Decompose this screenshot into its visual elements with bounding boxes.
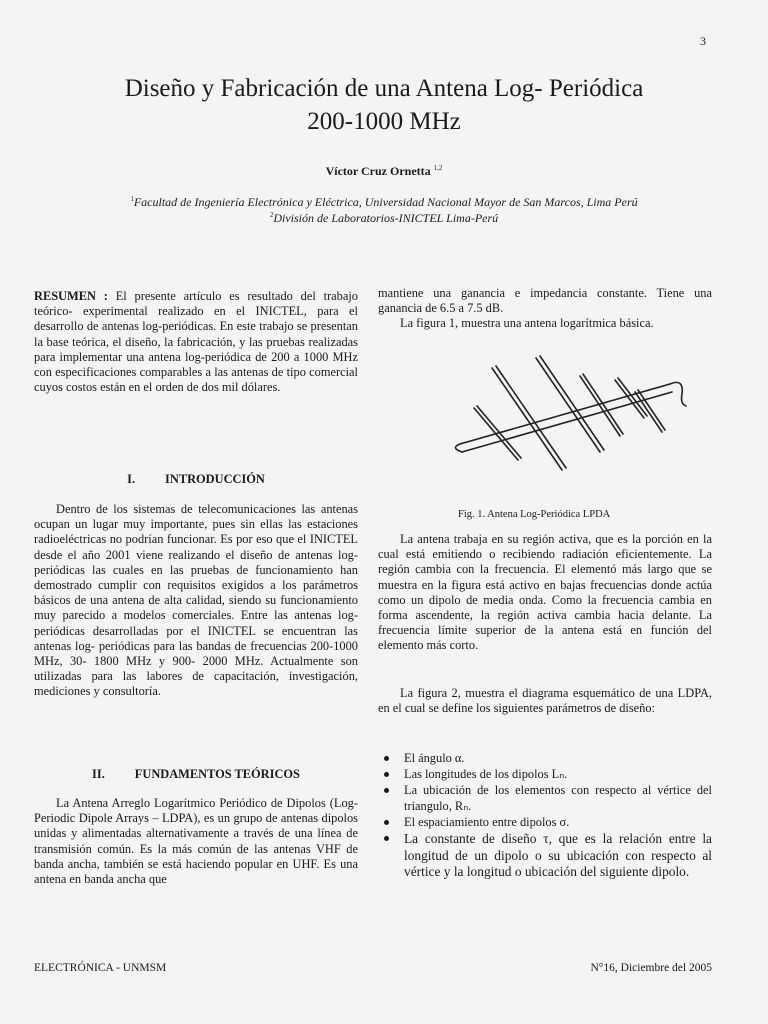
section-2-title: FUNDAMENTOS TEÓRICOS <box>134 767 300 781</box>
page-title <box>0 72 768 138</box>
title-line-1: Diseño y Fabricación de una Antena Log- Periódica <box>124 75 644 102</box>
list-item <box>378 767 712 782</box>
list-item-text: Las longitudes de los dipolos Lₙ. <box>404 767 568 782</box>
title-line-2: 200-1000 MHz <box>307 108 461 135</box>
section-1-title: INTRODUCCIÓN <box>165 472 265 486</box>
abstract-label: RESUMEN : <box>34 289 108 303</box>
page-number: 3 <box>700 34 706 48</box>
right-paragraph-4: La figura 2, muestra el diagrama esquemático de una LDPA, en el cual se define los siguientes parámetros de diseño: <box>378 686 712 716</box>
figure-lpda-antenna <box>440 348 700 478</box>
right-intro <box>378 286 712 332</box>
section-1-number: I. <box>127 472 136 486</box>
affiliation-1-text: Facultad de Ingeniería Electrónica y Eléctrica, Universidad Nacional Mayor de San Marcos, Lima Perú <box>133 195 638 209</box>
author-name: Víctor Cruz Ornetta <box>325 164 431 178</box>
list-item-text: El espaciamiento entre dipolos σ. <box>404 814 570 829</box>
affiliation-1 <box>0 195 768 210</box>
section-heading-introduccion <box>34 472 358 487</box>
footer-issue: N°16, Diciembre del 2005 <box>590 962 712 974</box>
right-body <box>378 532 712 654</box>
section-2-number: II. <box>92 767 105 781</box>
list-item <box>378 831 712 881</box>
footer-journal: ELECTRÓNICA - UNMSM <box>34 962 167 974</box>
right-paragraph-2: La figura 1, muestra una antena logarítmica básica. <box>400 316 654 331</box>
fundamentos-paragraph <box>34 796 358 887</box>
intro-text: Dentro de los sistemas de telecomunicaciones las antenas ocupan un lugar muy importante, pues sin ellas las estaciones radioeléctricas no podrían funcionar. Es por eso que el INICTEL desde el año 2001 viene realizando el diseño de antenas log-periódicas las cuales en las pruebas de funcionamiento han demostrado cumplir con requisitos exigidos a los parámetros básicos de una antena de alta calidad, siendo su funcionamiento muy parecido a modelos comerciales. Entre las antenas log-periódicas desarrolladas por el INICTEL se encuentran las antenas log- periódicas para las bandas de frecuencias 200-1000 MHz, 30- 1800 MHz y 900- 2000 MHz. Actualmente son utilizadas para las labores de capacitación, investigación, mediciones y consultoría. <box>34 502 358 699</box>
author-affiliation-marks: 1,2 <box>433 164 443 172</box>
design-parameters-list <box>378 751 712 882</box>
section-heading-fundamentos <box>34 767 358 782</box>
list-item-text: La constante de diseño τ, que es la relación entre la longitud de un dipolo o su ubicación con respecto al vértice y la longitud o ubicación del siguiente dipolo. <box>404 831 712 880</box>
figure-1-caption: Fig. 1. Antena Log-Periódica LPDA <box>458 509 611 520</box>
list-item <box>378 751 712 766</box>
affiliation-2-text: División de Laboratorios-INICTEL Lima-Perú <box>273 211 499 225</box>
intro-paragraph <box>34 502 358 700</box>
affiliation-2 <box>0 211 768 226</box>
right-paragraph-1: mantiene una ganancia e impedancia constante. Tiene una ganancia de 6.5 a 7.5 dB. <box>378 286 712 316</box>
list-item <box>378 783 712 813</box>
right-body-2 <box>378 686 712 716</box>
list-item-text: La ubicación de los elementos con respecto al vértice del triangulo, Rₙ. <box>404 783 712 813</box>
list-item <box>378 815 712 830</box>
list-item-text: El ángulo α. <box>404 751 465 765</box>
abstract <box>34 289 358 395</box>
abstract-text: El presente artículo es resultado del trabajo teórico- experimental realizado en el INICTEL, para el desarrollo de antenas log-periódicas. En este trabajo se presentan la base teórica, el diseño, la fabricación, y las pruebas realizadas para implementar una antena log-periódica de 200 a 1000 MHz con especificaciones comparables a las antenas de tipo comercial cuyos costos están en el orden de dos mil dólares. <box>34 289 358 395</box>
affiliation-1-mark: 1 <box>130 195 134 203</box>
affiliation-2-mark: 2 <box>269 211 274 219</box>
author <box>0 164 768 179</box>
fundamentos-text: La Antena Arreglo Logarítmico Periódico de Dipolos (Log-Periodic Dipole Arrays – LDPA), es un grupo de antenas dipolos unidas y alimentadas alternativamente a través de una línea de transmisión común. Es la más común de las antenas VHF de banda ancha, también se está haciendo popular en UHF. Es una antena en banda ancha que <box>34 796 358 887</box>
right-paragraph-3: La antena trabaja en su región activa, que es la porción en la cual está emitiendo o recibiendo radiación eficientemente. La región cambia con la frecuencia. El elementó más largo que se muestra en la figura está activo en bajas frecuencias donde actúa como un dipolo de media onda. Como la frecuencia cambia en forma ascendente, la región activa cambia hacia delante. La frecuencia límite superior de la antena está en función del elemento más corto. <box>378 532 712 653</box>
